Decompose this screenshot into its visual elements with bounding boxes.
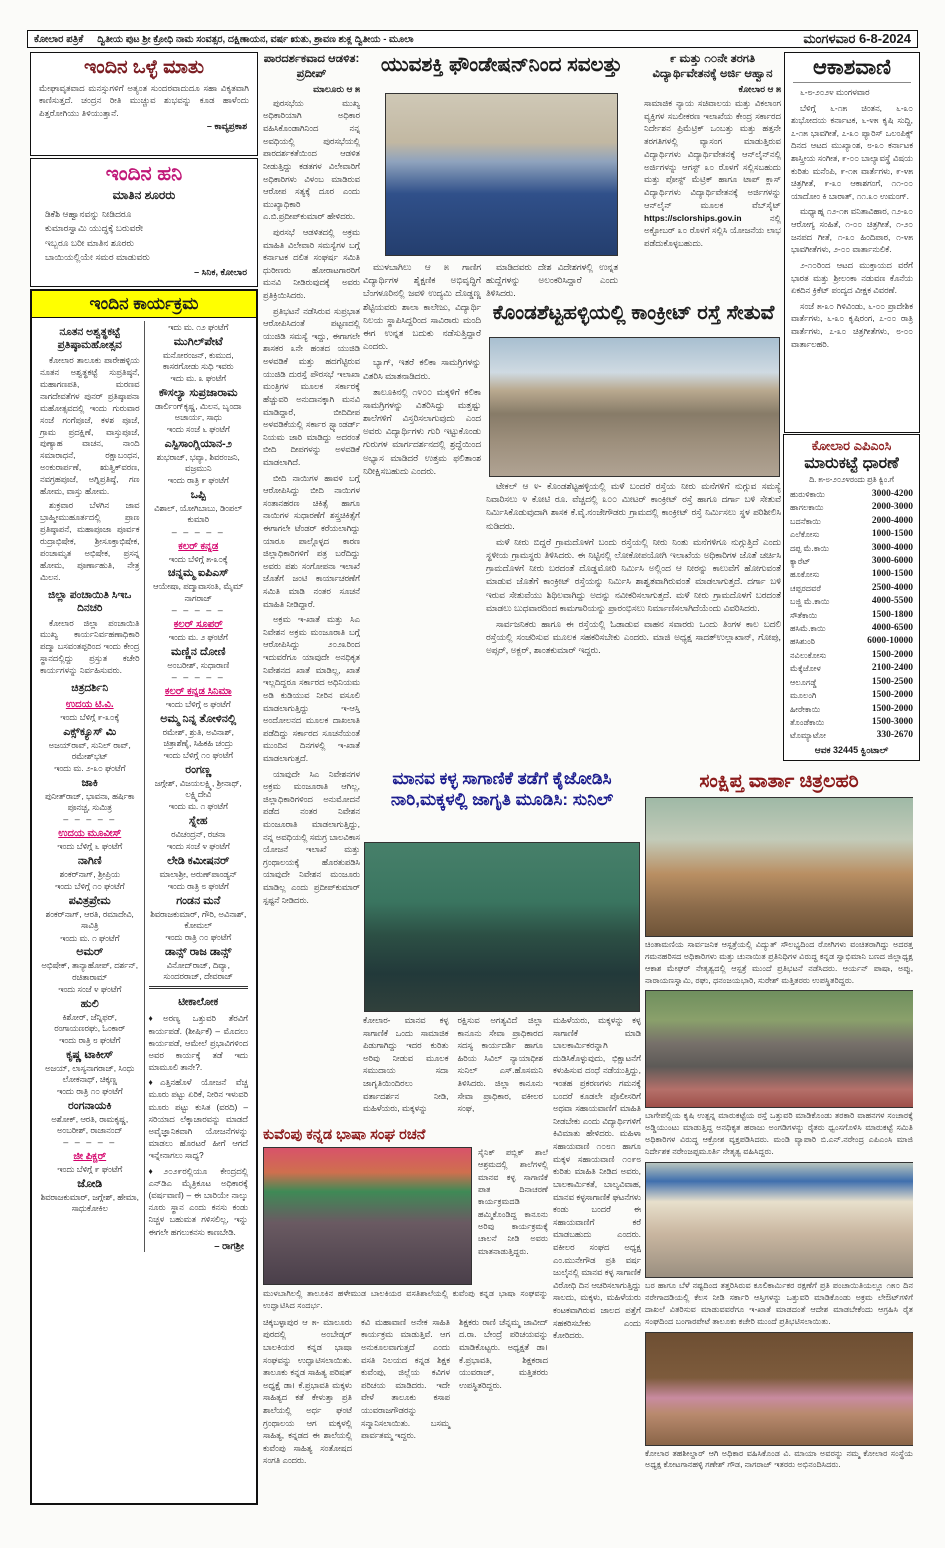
program-item: ಶುಭರಾಜ್, ಭವ್ಯಾ, ಶಿವರಂಜನಿ, ವಜ್ರಮುನಿ [156,452,240,474]
program-col-b [144,321,253,1252]
program-item: ಇಂದು ಮ. ೨ ಘಂಟೆಗೆ [168,631,228,642]
commodity-price: 3000-6000 [871,556,913,567]
table-row [784,528,919,541]
road-headline: ಕೊಂಡಶೆಟ್ಟಹಳ್ಳಿಯಲ್ಲಿ ಕಾಂಕ್ರೀಟ್ ರಸ್ತೆ ಸೇತುವೆ [492,302,775,324]
apmc-rows [784,488,919,743]
commodity-name: ಹಾಗಲಕಾಯಿ [790,503,824,513]
commodity-name: ಆಲೂಗಡ್ಡೆ [790,677,817,687]
program-item: ಚಿತ್ರದರ್ಶಿನಿ [71,682,109,695]
road-body [486,480,781,764]
program-item: ಕೋಲಾರ ತಾಲೂಕು ಪಾರೇಹಳ್ಳಿಯ ನೂತನ ಅಶ್ವತ್ಥಕಟ್ಟೆ ಸುಪ್ರತಿಷ್ಠನೆ, ಮಹಾಗಣಪತಿ, ಮರಣವ ನಾಗದೇವತೆಗಳ ಪುನರ್ ಪ್ರತಿಷ್ಠಾಪನಾ ಮಹೋತ್ಸವದಲ್ಲಿ ಇಂದು ಗುರುವಾರ ಸಂಜೆ ಗಂಗೆಪೂಜೆ, ಕಳಶ ಪೂಜೆ, ಗ್ರಾಮ ಪ್ರದಕ್ಷಿಣೆ, ವಾಸ್ತುಪೂಜೆ, ಪುಣ್ಯಾಹ ವಾಚನ, ನಾಂದಿ ಸಮಾರಾಧನೆ, ರಕ್ಷಾಬಂಧನ, ಅಂಕುರಾರ್ಪಣೆ, ಋತ್ವಿಕ್‌ವರಣ, ನವಗ್ರಹಪೂಜೆ, ಅಗ್ನಿಪ್ರತಿಷ್ಠೆ, ಗಣ ಹೋಮ, ವಾಸ್ತು ಹೋಮ. [40,355,140,497]
table-row [784,689,919,702]
hani-subtitle: ಮಾತಿನ ಶೂರರು [112,188,176,202]
program-item: ಎಕ್ಸ್‌ಕ್ಯೂಸ್ ಮಿ [63,725,117,738]
program-item: ಇಂದು ರಾತ್ರಿ ೮ ಘಂಟೆಗೆ [59,1034,121,1045]
program-item: ಪುನೀತ್‌ರಾಜ್, ಭಾವನಾ, ಹರ್ಷಿಕಾ ಪೂನಚ್ಚ, ಸುಮಿತ್ರ [45,791,135,813]
program-item: ಆಯೇಷಾ, ಪದ್ಮಾವಾಸಂತಿ, ಮೈಮ್ ನಾಗರಾಜ್ [152,581,244,603]
program-item: ಕಿಶೋರ್, ಜೆನ್ನಿಫರ್, ರಂಗಾಯಣರಘು, ಓಂಕಾರ್ [54,1011,126,1033]
program-item: – ರಾಗಶ್ರೀ [214,1240,244,1252]
schedule-paragraph: ಮಧ್ಯಾಹ್ನ ೧೨-೧೫ ವನಿತಾವಿಹಾರ, ೧೨-೩೦ ಆರೋಗ್ಯ ಸಂಹಿತೆ, ೧-೦೦ ಚಿತ್ರಗೀತೆ, ೧-೨೦ ಜನಪದ ಗೀತೆ, ೧-೩೦ ಹಿಂದಿಪಾಠ, ೧-೪೫ ಭಾವಗೀತೆಗಳು, ೨-೦೦ ವಾರ್ತಾನುಲಿಕೆ. [791,206,913,255]
commodity-name: ಚಪ್ಪರದವರೆ [790,583,822,593]
trafficking-headline-2: ನಾರಿ,ಮಕ್ಕಳಲ್ಲಿ ಜಾಗೃತಿ ಮೂಡಿಸಿ: ಸುನಿಲ್ [390,790,614,810]
apmc-date-note: ದಿ. ೫-೮-೨೦೨೪ರಂದು ಪ್ರತಿ ಕ್ವಿಂ.ಗೆ [809,475,894,484]
program-item: ಉದಯ ಮೂವೀಸ್ [58,828,122,840]
program-item: ಉದಯ ಟಿ.ವಿ. [65,699,114,711]
program-item: ಶಂಕರ್‌ನಾಗ್, ಆರತಿ, ರಮಾದೇವಿ, ಸಾವಿತ್ರಿ [45,909,134,931]
table-row [784,555,919,568]
commodity-price: 1500-2000 [871,703,913,714]
program-item: ಮಾಲಾಶ್ರೀ, ಅರುಣ್‌ಪಾಂಡ್ಯನ್ [159,868,238,879]
program-item: ಕೌಸಲ್ಯಾ ಸುಪ್ರಜಾರಾಮ [158,386,238,399]
program-item: ಒಪ್ಪಿ [190,489,206,502]
schedule-paragraph: ಸಂಜೆ ೫-೩೦ ಗಿಳಿವಿಂಡು, ೬-೦೦ ಪ್ರಾದೇಶಿಕ ವಾರ್ತೆಗಳು, ೬-೩೦ ಕೃಷಿರಂಗ, ೭-೦೦ ರಾತ್ರಿ ವಾರ್ತೆಗಳು, ೭-೩೦ ಚಿತ್ರಗೀತೆಗಳು, ೮-೦೦ ವಾರ್ತಾಲಹರಿ. [791,300,913,349]
kuvempu-col2: ಕವಿ ಮಹಾವಾಣಿ ಅನೇಕ ಸಾಹಿತಿ ಕಾರ್ಯಕ್ರಮ ಮಾಡುತ್ತಿವೆ. ಆಗ ಅನುಕೂಲವಾಗುತ್ತದೆ ಎಂದು ವಸತಿ ನಿಲಯದ ಕನ್ನಡ ಶಿಕ್ಷಕ ಕುವೆಂಪು, ಜಿಲ್ಲೆಯ ಕವಿಗಳ ಪರಿಚಯ ಮಾಡಿದರು. ಇದೇ ವೇಳೆ ತಾಲೂಕು ಕಸಾಪ ಯುವರಾಜಗೌಡರನ್ನು ಸನ್ಮಾನಿಸಲಾಯಿತು. ಬಸಮ್ಮ ಪಾರ್ವತಮ್ಮ ಇದ್ದರು. [361,1316,450,1441]
program-item: ಇಂದು ರಾತ್ರಿ ೧೦ ಘಂಟೆಗೆ [165,932,232,943]
good-word-title: ಇಂದಿನ ಒಳ್ಳೆ ಮಾತು [83,57,205,78]
youth-headline: ಯುವಶಕ್ತಿ ಫೌಂಡೇಷನ್‌ನಿಂದ ಸವಲತ್ತು [380,54,623,76]
program-item: ಪವಿತ್ರಪ್ರೇಮ [68,895,111,908]
commodity-price: 3000-4000 [871,542,913,553]
program-item: ಶುಕ್ರವಾರ ಬೆಳಗಿನ ಜಾವ ಬ್ರಾಹ್ಮೀಮುಹೂರ್ತದಲ್ಲಿ ಪ್ರಾಣ ಪ್ರತಿಷ್ಠಾಪನೆ, ಮಹಾಪೂಜಾ ಪೂರ್ವಕ ರುದ್ರಾಭಿಷೇಕ, ಶ್ರೀಸೂಕ್ತಾಭಿಷೇಕ, ಪಂಚಾಮೃತ ಅಭಿಷೇಕ, ಪ್ರಸನ್ನ ಹೋಮ, ಪೂರ್ಣಾಹುತಿ, ನೇತ್ರ ಮಿಲನ. [40,500,140,582]
program-item: ಜೀ ಪಿಕ್ಚರ್ [73,1151,107,1163]
program-item: ಅಂಬರೀಶ್, ಸುಧಾರಾಣಿ [167,659,230,670]
schedule-paragraph: ಬೆಳಿಗ್ಗೆ ೬-೧೫ ಚಿಂತನ, ೬-೩೦ ಶುಭೋದಯ ಕರ್ನಾಟಕ, ೬-೪೫ ಕೃಷಿ ಸುದ್ದಿ, ೭-೧೫ ಭಾವಗೀತೆ, ೭-೩೦ ಪ್ಯಾರಿಸ್ ಒಲಂಪಿಕ್ಸ್ ದಿನದ ಆಟದ ಮುಖ್ಯಾಂಶ, ೮-೩೦ ಕರ್ನಾಟಕ ಶಾಸ್ತ್ರೀಯ ಸಂಗೀತ, ೯-೦೦ ಬಾಲ್ಯಾವಸ್ಥೆ ವಿಷಯ ಕುರಿತು ಮನೆಂಪಿ, ೯-೧೫ ವಾರ್ತೆಗಳು, ೯-೪೫ ಚಿತ್ರಗೀತೆ, ೯-೩೦ ಆಕಾಶಗಂಗೆ, ೧೧-೦೦ ಯಾದೋಂ ಕಿ ಬಾರಾತ್, ೧೧.೩೦ ಉಮಂಗ್. [791,102,913,201]
poem-line: ಬಾಯಿಯಲ್ಲಿಯೇ ಸಮರ ಮಾಡುವರು [45,252,150,263]
program-item: ಜಾಕಿ [81,777,98,790]
paragraph: ಮುಳಬಾಗಿಲು ಆ ೫ ಗಾಣಿಗ ವಿದ್ಯಾರ್ಥಿಗಳ ಶೈಕ್ಷಣಿಕ ಅಭಿವೃದ್ಧಿಗೆ ಬೆಂಗಳೂರಿನಲ್ಲಿ ಜವಳಿ ಉದ್ಯಮಿ ದೊಡ್ಡಣ್ಣ ಶೆಟ್ಟಿಯವರು ಶಾಲಾ ಕಾಲೇಜು, ವಿದ್ಯಾರ್ಥಿ ನಿಲಯ ಸ್ಥಾಪಿಸಿದ್ದರಿಂದ ಸಾವಿರಾರು ಮಂದಿ ಈಗ ಉನ್ನತ ಬದುಕು ನಡೆಸುತ್ತಿದ್ದಾರೆ ಎಂದರು. [363,262,481,352]
commodity-price: 2000-4000 [871,515,913,526]
paragraph: ಅಕ್ರಮ ಇ-ಖಾತೆ ಮತ್ತು ಸಿಎ ನಿವೇಶನ ಅಕ್ರಮ ಮಂಜೂರಾತಿ ಬಗ್ಗೆ ಆರೋಪಿಸಿದ್ದು ೨೦೨೩ರಿಂದ ಇದುವರೆಗೂ ಯಾವುದೇ ಅನಧಿಕೃತ ನಿವೇಶನದ ಖಾತೆ ಮಾಡಿಲ್ಲ, ಖಾತೆ ಇಲ್ಲದಿದ್ದರೂ ಸರ್ಕಾರದ ಅಧಿನಿಯಮ ಅಡಿ ಕುಡಿಯುವ ನೀರಿನ ವಸೂಲಿ ಮಾಡಲಾಗುತ್ತಿದ್ದು ಇ-ಆಸ್ತಿ ಅಂದೋಲನದ ಮೂಲಕ ದಾಖಲಾತಿ ಪಡೆದಿದ್ದು ಸರ್ಕಾರದ ಸೂಚನೆಯಂತೆ ಮುಂದಿನ ದಿನಗಳಲ್ಲಿ ಇ-ಖಾತೆ ಮಾಡಲಾಗುತ್ತದೆ. [263,614,360,763]
chitralahari-item [645,797,913,987]
commodity-name: ನವಿಲುಕೋಸು [790,650,827,660]
photo-caption: ಬರ ಹಾಗೂ ಬೆಳೆ ನಷ್ಟದಿಂದ ತತ್ತರಿಸಿರುವ ಕೂಲಿಕಾರ್ಮಿಕರ ರಕ್ಷಣೆಗೆ ಪ್ರತಿ ಪಂಚಾಯಿತಿಯಲ್ಲೂ ೧೫೦ ದಿನ ನರೇಗಾದಡಿಯಲ್ಲಿ ಕೆಲಸ ನೀಡಿ ಸರ್ಕಾರಿ ಆಸ್ತಿಗಳನ್ನು ಒತ್ತುವರಿ ಮಾಡಿಕೊಂಡು ಅಕ್ರಮ ಲೇಔಟ್‌ಗಳಿಗೆ ದಾಖಲೆ ವಿತರಿಸುವ ಮಾಡುವವರೆಗೂ ಇ-ಖಾತೆ ಮಾಡದಂತೆ ಆದೇಶ ಮಾಡಬೇಕೆಂದು ಆಗ್ರಹಿಸಿ ರೈತ ಸಂಘದಿಂದ ಬಂಗಾರಪೇಟೆ ತಾಲೂಕು ಕಚೇರಿ ಮುಂದೆ ಪ್ರತಿಭಟಿಸಲಾಯಿತು. [645,1281,913,1326]
program-item: ಇಂದು ಮ. ೧ ಘಂಟೆಗೆ [168,801,228,812]
program-item: – – – – – [171,604,225,615]
photo-tahsildar-felicitation [645,1332,913,1446]
pradeep-headline: ಪಾರದರ್ಶಕವಾದ ಆಡಳಿತ: ಪ್ರದೀಪ್ [263,53,360,80]
trafficking-headline-1: ಮಾನವ ಕಳ್ಳ ಸಾಗಾಣಿಕೆ ತಡೆಗೆ ಕೈಜೋಡಿಸಿ [392,769,612,788]
program-item: ಎಸ್ಪಿಸಾಂಗ್ಲಿಯಾನ-೨ [164,438,232,451]
program-banner: ಇಂದಿನ ಕಾರ್ಯಕ್ರಮ [32,291,256,318]
photo-caption: ಕೋಲಾರ ತಹಶೀಲ್ದಾರ್ ಆಗಿ ಅಧಿಕಾರ ವಹಿಸಿಕೊಂಡ ವಿ. ಮಾಯಾ ಅವರನ್ನು ನಮ್ಮ ಕೋಲಾರ ಸಂಸ್ಥೆಯ ಅಧ್ಯಕ್ಷ ಕೋಟಗಾನಹಳ್ಳಿ ಗಣೇಶ್ ಗೌಡ, ನಾಗರಾಜ್ ಇತರರು ಅಭಿನಂದಿಸಿದರು. [645,1448,913,1470]
program-item: ಶಿವರಾಜಕುಮಾರ್, ಜಗ್ಗೇಶ್, ಹೇಮಾ, ಸಾಧುಕೋಕಿಲ [40,1191,139,1214]
table-row [784,568,919,581]
schedule-paragraph: ೨-೧೦ರಿಂದ ಆಟದ ಮುಕ್ತಾಯದ ವರೆಗೆ ಭಾರತ ಮತ್ತು ಶ್ರೀಲಂಕಾ ನಡುವಣ ಕೊನೆಯ ಏಕದಿನ ಕ್ರಿಕೆಟ್ ಪಂದ್ಯದ ವೀಕ್ಷಕ ವಿವರಣೆ. [791,259,913,296]
program-item: ♦ಅರಣ್ಯ ಒತ್ತುವರಿ ತೆರವಿಗೆ ಕಾರ್ಯಪಡೆ. (ಶೀರ್ಷಿಕೆ) – ಮೊದಲು ಕಾರ್ಯಪಡೆ, ಆಮೇಲೆ ಪ್ರಭಾವಿಗಳಿಂದ ಅವರ ಕಾರ್ಯಕ್ಕೆ ತಡೆ ಇದು ಮಾಮೂಲಿ ತಾನೇ?. [148,1013,248,1073]
commodity-name: ಬಜ್ಜಿ ಮೆ.ಕಾಯಿ [790,597,830,607]
program-item: ಇಂದು ಬೆಳಿಗ್ಗೆ ೬ ಘಂಟೆಗೆ [57,841,123,852]
youth-col2 [486,261,618,303]
program-box [30,289,258,1505]
program-columns [32,318,256,1255]
kuvempu-photo-caption: ಮುಳಬಾಗಿಲಲ್ಲಿ ತಾಲೂಕಿನ ಹಳೇಮುಡ ಬಾಲಕಿಯರ ವಸತಿಶಾಲೆಯಲ್ಲಿ ಕುವೆಂಪು ಕನ್ನಡ ಭಾಷಾ ಸಂಘವನ್ನು ಉದ್ಘಾಟಿಸಿದ ಸಂದರ್ಭ. [263,1289,548,1311]
commodity-price: 2100-2400 [871,663,913,674]
paragraph: ಪುರಸಭೆ ಆಡಳಿತದಲ್ಲಿ ಅಕ್ರಮ ಮಾಹಿತಿ ವಿಲೇವಾರಿ ಸಮಸ್ಯೆಗಳ ಬಗ್ಗೆ ಕರ್ನಾಟಕ ದಲಿತ ಸಂಘರ್ಷ ಸಮಿತಿ ಧುರೀಣರು ಹೋರಾಟಗಾರರಿಗೆ ಮನವಿ ನೀಡಿರುವುದಕ್ಕೆ ಅವರು ಪ್ರತಿಕ್ರಿಯಿಸಿದರು. [263,226,360,301]
chitralahari-item [645,990,913,1158]
trafficking-col2: ರಕ್ಷಿಸುವ ಅಗತ್ಯವಿದೆ ಜಿಲ್ಲಾ ಕಾನೂನು ಸೇವಾ ಪ್ರಾಧಿಕಾರದ ಸದಸ್ಯ ಕಾರ್ಯದರ್ಶಿ ಹಾಗೂ ಹಿರಿಯ ಸಿವಿಲ್ ನ್ಯಾಯಾಧೀಶ ಸುನಿಲ್ ಎಸ್.ಹೊಸಮನಿ ತಿಳಿಸಿದರು. ಜಿಲ್ಲಾ ಕಾನೂನು ಸೇವಾ ಪ್ರಾಧಿಕಾರ, ವಕೀಲರ ಸಂಘ, [457,1015,543,1114]
kuvempu-col3: ಶಿಕ್ಷಕರು ರಾಣಿ ಚೆನ್ನಮ್ಮ ಜಾವೀದ್ ದ.ರಾ. ಬೇಂದ್ರೆ ಪರಿಚಯವನ್ನು ಮಾಡಿಕೊಟ್ಟರು. ಅಧ್ಯಕ್ಷತೆ ಡಾ। ಕೆ.ಪ್ರಭಾವತಿ, ಶಿಕ್ಷಕರಾದ ಯುವರಾಜ್, ಮತ್ತಿತರರು ಉಪಸ್ಥಿತರಿದ್ದರು. [459,1316,548,1390]
program-item: ಕಲರ್ ಕನ್ನಡ ಸಿನಿಮಾ [164,685,232,697]
program-item: – – – – – [63,814,117,825]
program-item: ಇಂದು ಬೆಳಿಗ್ಗೆ ೫-೩೦ಕ್ಕೆ [168,553,228,564]
kuvempu-headline: ಕುವೆಂಪು ಕನ್ನಡ ಭಾಷಾ ಸಂಘ ರಚನೆ [263,1127,426,1143]
paragraph: ತಾಲೂಕಿನಲ್ಲಿ ೧೪೦೦ ಮಕ್ಕಳಿಗೆ ಕಲಿಕಾ ಸಾಮಗ್ರಿಗಳನ್ನು ವಿತರಿಸಿದ್ದು ಮತ್ತಷ್ಟು ಶಾಲೆಗಳಿಗೆ ವಿಸ್ತರಿಸಲಾಗುವುದು ಎಂದ ಅವರು ವಿದ್ಯಾರ್ಥಿಗಳು ಗುರಿ ಇಟ್ಟುಕೊಂಡು ಗುರುಗಳ ಮಾರ್ಗದರ್ಶನದಲ್ಲಿ ಶ್ರದ್ಧೆಯಿಂದ ಅಭ್ಯಾಸ ಮಾಡಿದರೆ ಉತ್ತಮ ಫಲಿತಾಂಶ ನಿರೀಕ್ಷಿಸಬಹುದು ಎಂದರು. [363,386,481,476]
commodity-name: ಎಲೆಕೋಸು [790,530,820,540]
photo-hospital-protest [645,797,913,937]
chitralahari-headline: ಸಂಕ್ಷಿಪ್ತ ವಾರ್ತಾ ಚಿತ್ರಲಹರಿ [699,772,859,792]
program-item: ನೂತನ ಅಶ್ವತ್ಥಕಟ್ಟೆ ಪ್ರತಿಷ್ಠಾಮಹೋತ್ಸವ [57,326,122,351]
chitralahari-item [645,1332,913,1472]
masthead [27,30,918,48]
program-item: ಕೋಲಾರ ಜಿಲ್ಲಾ ಪಂಚಾಯಿತಿ ಮುಖ್ಯ ಕಾರ್ಯನಿರ್ವಹಣಾಧಿಕಾರಿ ಪದ್ಮಾ ಬಸವಂತಪ್ಪರಿಂದ ಇಂದು ಕೇಂದ್ರ ಸ್ಥಾನದಲ್ಲಿದ್ದು ಪ್ರಸ್ತುತ ಕಚೇರಿ ಕಾರ್ಯಗಳನ್ನು ನಿರ್ವಹಿಸುವರು. [40,617,140,676]
commodity-name: ಹಸಿಶುಂಠಿ [790,637,816,647]
program-item: ನಾಗಿಣಿ [77,855,102,868]
program-item: ಡಾನ್ಸ್ ರಾಜ ಡಾನ್ಸ್ [165,945,232,958]
good-word-body: ಮೇಘಾವೃತವಾದ ಮನಸ್ಸುಗಳಿಗೆ ಅತ್ಯಂತ ಸುಂದರವಾದುದೂ ಸಹಾ ವಿಕೃತವಾಗಿ ಕಾಣಿಸುತ್ತದೆ. ಚಂದ್ರನ ರೀತಿ ಮುಚ್ಚುವ ಶುಭವನ್ನು ಕೂಡ ಹಾಳೆಂದು ಪಿತ್ತರೋಗಿಯು ತಿಳಿಯುತ್ತಾನೆ. [39,83,249,118]
commodity-price: 1000-1500 [871,529,913,540]
commodity-price: 1500-1800 [871,609,913,620]
good-word-box [30,52,258,156]
program-item: ಟೀಕಾಲೋಕ [178,996,219,1009]
hani-poem [31,207,257,265]
commodity-name: ಟೊಮ್ಯಾಟೋ [790,731,826,741]
program-item: ಕಲರ್ ಸೂಪರ್ [173,618,223,630]
program-item [149,986,249,991]
pradeep-body [263,97,360,906]
scholarship-headline-1: ೯ ಮತ್ತು ೧೦ನೇ ತರಗತಿ [669,53,756,65]
commodity-price: 1500-3000 [871,716,913,727]
program-item: – – – – – [171,671,225,682]
paragraph: ಸಾರ್ವಜನಿಕರು ಹಾಗೂ ಈ ರಸ್ತೆಯಲ್ಲಿ ಓಡಾಡುವ ವಾಹನ ಸವಾರರು ಒಂದು ತಿಂಗಳ ಕಾಲ ಬದಲಿ ರಸ್ತೆಯಲ್ಲಿ ಸಂಚರಿಸುವ ಮೂಲಕ ಸಹಕರಿಸಬೇಕು ಎಂದರು. ಮಾಜಿ ಅಧ್ಯಕ್ಷ ಸಾದತ್‌ಉಲ್ಲಾಖಾನ್, ಗೋಪು, ಅಪ್ಸರ್, ಅಕ್ಬರ್, ಶಾಂತಕುಮಾರ್ ಇದ್ದರು. [486,618,781,656]
pradeep-dateline: ಮಾಲೂರು ಆ ೫ [313,83,360,94]
paragraph: ಮಾಡಿದವರು ದೇಶ ವಿದೇಶಗಳಲ್ಲಿ ಉನ್ನತ ಹುದ್ದೆಗಳನ್ನು ಅಲಂಕರಿಸಿದ್ದಾರೆ ಎಂದು ತಿಳಿಸಿದರು. [486,262,618,299]
commodity-price: 3000-4200 [871,489,913,499]
scholarship-body: ಸಾಮಾಜಿಕ ನ್ಯಾಯ ಸಚಿವಾಲಯ ಮತ್ತು ವಿಕಲಾಂಗ ವ್ಯಕ್ತಿಗಳ ಸಬಲೀಕರಣ ಇಲಾಖೆಯ ಕೇಂದ್ರ ಸರ್ಕಾರದ ನಿರ್ದೇಶನ ಪ್ರಿಮೆಟ್ರಿಕ್ ಒಂಬತ್ತು ಮತ್ತು ಹತ್ತನೇ ತರಗತಿಗಳಲ್ಲಿ ವ್ಯಾಸಂಗ ಮಾಡುತ್ತಿರುವ ವಿದ್ಯಾರ್ಥಿಗಳು ವಿದ್ಯಾರ್ಥಿವೇತನಕ್ಕೆ ಆನ್‌ಲೈನ್‌ನಲ್ಲಿ ಅರ್ಜಿಗಳನ್ನು ಆಗಸ್ಟ್ ೩೦ ರೊಳಗೆ ಸಲ್ಲಿಸಬಹುದು ಮತ್ತು ಪೋಸ್ಟ್ ಮೆಟ್ರಿಕ್ ಹಾಗೂ ಟಾಪ್ ಕ್ಲಾಸ್ ವಿದ್ಯಾರ್ಥಿಗಳು ವಿದ್ಯಾರ್ಥಿವೇತನಕ್ಕೆ ಅರ್ಜಿಗಳನ್ನು ಆನ್‌ಲೈನ್ ಮೂಲಕ ವೆಬ್‌ಸೈಟ್ [644,97,781,210]
photo-lamp-lighting-school [364,842,640,1012]
program-item: ಅಜಯ್, ಲಾಸ್ಯನಾಗರಾಜ್, ಸಿಂಧು ಲೋಕನಾಥ್, ಚಿಕ್ಕಣ್ಣ [45,1062,135,1084]
trafficking-cols [363,1014,543,1124]
program-item: ಇಂದು ಬೆಳಿಗ್ಗೆ ೮ ಘಂಟೆಗೆ [165,698,231,709]
paragraph: ಬೀದಿ ನಾಯಿಗಳ ಹಾವಳಿ ಬಗ್ಗೆ ಆರೋಪಿಸಿದ್ದು ಬೀದಿ ನಾಯಿಗಳ ಸಂತಾನಹರಣ ಚಿಕಿತ್ಸೆ ಹಾಗೂ ನಾಯಿಗಳ ಸುಧಾರಣೆಗೆ ಶಸ್ತ್ರಚಿಕಿತ್ಸೆಗೆ ಈಗಾಗಲೇ ಟೆಂಡರ್ ಕರೆಯಲಾಗಿದ್ದು ಯಾರೂ ಪಾಲ್ಗೊಳ್ಳದ ಕಾರಣ ಜಿಲ್ಲಾಧಿಕಾರಿಗಳಿಗೆ ಪತ್ರ ಬರೆದಿದ್ದು ಅವರು ಪಶು ಸಂಗೋಪನಾ ಇಲಾಖೆ ಜೊತೆಗೆ ಜಂಟಿ ಕಾರ್ಯಾಚರಣೆಗೆ ಸಮಿತಿ ಮಾಡಿ ನಂತರ ಸೂಚನೆ ಮಾಹಿತಿ ನೀಡಿದ್ದಾರೆ. [263,472,360,609]
program-item: – – – – – [171,526,225,537]
program-item: ಇಂದು ಸಂಜೆ ೪ ಘಂಟೆಗೆ [58,983,122,994]
commodity-name: ಸೌತೆಕಾಯಿ [790,610,818,620]
trafficking-col1: ಕೋಲಾರ- ಮಾನವ ಕಳ್ಳ ಸಾಗಾಣಿಕೆ ಒಂದು ಸಾಮಾಜಿಕ ಪಿಡುಗಾಗಿದ್ದು ಇದರ ಕುರಿತು ಅರಿವು ನೀಡುವ ಮೂಲಕ ಸಮುದಾಯ ಸದಾ ಜಾಗೃತಿಯಿಂದಿರಲು ವರ್ತಾದರ್ಶನ ನೀಡಿ, ಮಹಿಳೆಯರು, ಮಕ್ಕಳನ್ನು [363,1015,449,1114]
program-item: ಮುಗಿಲ್‌ಪೇಟೆ [173,335,223,348]
scholarship-headline-2: ವಿದ್ಯಾರ್ಥಿವೇತನಕ್ಕೆ ಅರ್ಜಿ ಆಹ್ವಾನ [652,67,773,80]
commodity-price: 2500-4000 [871,582,913,593]
paragraph: ಮಳೆ ನೀರು ಬಿದ್ದರೆ ಗ್ರಾಮದೊಳಗೆ ಬಂದು ರಸ್ತೆಯಲ್ಲಿ ನೀರು ನಿಂತು ಮನೆಗಳಿಗೂ ನುಗ್ಗುತ್ತಿದೆ ಎಂದು ಸ್ಥಳೀಯ ಗ್ರಾಮಸ್ಥರು ತಿಳಿಸಿದರು. ಈ ನಿಟ್ಟಿನಲ್ಲಿ ಲೋಕೋಪಯೋಗಿ ಇಲಾಖೆಯ ಅಧಿಕಾರಿಗಳ ಜೊತೆ ಚರ್ಚಿಸಿ ಗ್ರಾಮದೊಳಗೆ ನೀರು ಬರದಂತೆ ದೊಡ್ಡಮೋರಿ ನಿರ್ಮಿಸಿ ಅಲ್ಲಿಂದ ಆ ನೀರನ್ನು ಕಾಲುವೆಗೆ ಹೋಗುವಂತೆ ಮಾಡುವ ಜೊತೆಗೆ ಕಾಂಕ್ರೀಟ್ ರಸ್ತೆಯನ್ನು ನಿರ್ಮಿಸಿ ಶಾಶ್ವತವಾಗಿರುವಂತೆ ಮಾಡಲಾಗುತ್ತದೆ. ದರ್ಗಾ ಬಳಿ ಇರುವ ಸೇತುವೆಯು ಶಿಥಿಲವಾಗಿದ್ದು ಅದನ್ನು ನವೀಕರಿಸಲಾಗುತ್ತದೆ. ಮಳೆ ನೀರು ಗ್ರಾಮದೊಳಗೆ ಬರದಂತೆ ಮಾಡಲು ಬುಧವಾರದಿಂದ ಕಾಮಗಾರಿಯನ್ನು ಪ್ರಾರಂಭಿಸಲು ನಿರ್ಮಾಣಿಸಲಾಗಿದೆಯೆಂದು ವಿವರಿಸಿದರು. [486,536,781,613]
paragraph: ಬ್ಯಾಗ್, ಇತರೆ ಕಲಿಕಾ ಸಾಮಗ್ರಿಗಳನ್ನು ವಿತರಿಸಿ ಮಾತನಾಡಿದರು. [363,357,481,381]
paragraph: ಯಾವುದೇ ಸಿಎ ನಿವೇಶನಗಳ ಅಕ್ರಮ ಮಂಜೂರಾತಿ ಆಗಿಲ್ಲ, ಜಿಲ್ಲಾಧಿಕಾರಿಗಳಿಂದ ಅನುಮೋದನೆ ಪಡೆದ ನಂತರ ನಿವೇಶನ ಮಂಜೂರಾತಿ ಮಾಡಲಾಗುತ್ತಿದ್ದು, ನನ್ನ ಅವಧಿಯಲ್ಲಿ ಸಮಗ್ರ ಬಾಲವಿಕಾಸ ಯೋಜನೆ ಇಲಾಖೆ ಮತ್ತು ಗ್ರಂಥಾಲಯಕ್ಕೆ ಹೊರತುಪಡಿಸಿ ಯಾವುದೇ ನಿವೇಶನ ಮಂಜೂರು ಮಾಡಿಲ್ಲ ಎಂದು ಪ್ರದೀಪ್‌ಕುಮಾರ್ ಸ್ಪಷ್ಟನೆ ನೀಡಿದರು. [263,768,360,905]
program-item: ಇಂದು ರಾತ್ರಿ ೯ ಘಂಟೆಗೆ [167,475,229,486]
apmc-title-2: ಮಾರುಕಟ್ಟೆ ಧಾರಣೆ [804,455,899,472]
program-item: ಹುಲಿ [80,997,99,1010]
program-item: ♦೨೦೨೯ರಲ್ಲಿಯೂ ಕೇಂದ್ರದಲ್ಲಿ ಎನ್‌ಡಿಎ ಮೈತ್ರಿಕೂಟ ಅಧಿಕಾರಕ್ಕೆ (ವರ್ಷವಾಣಿ) – ಈ ಬಾರಿಯೇ ನಾಲ್ಕು ನೂರು ಸ್ಥಾನ ಎಂದು ಕನಸು ಕಂಡು ನಿಚ್ಚಳ ಬಹುಮತ ಗಳಿಸಲಿಲ್ಲ, ಇನ್ನು ಈಗಲೇ ಹಗಲುಕನಸು ಕಾಣಬೇಡಿ. [148,1165,248,1237]
scholarship-dateline: ಕೋಲಾರ ಆ ೫ [738,83,781,94]
program-item: ಇಂದು ಬೆಳಿಗ್ಗೆ ೯ ಘಂಟೆಗೆ [57,1164,123,1175]
commodity-name: ಹೂಕೋಸು [790,570,820,580]
program-item: ಇಂದು ಮ. ೨-೩೦ ಘಂಟೆಗೆ [54,763,126,774]
table-row [784,649,919,662]
program-col-a [36,321,144,1252]
program-item: ಮನೋರಂಜನ್, ಕುಮುದ, ಕಾಸರಗೋಡು ಸುಧಿ ಇವರು [162,349,234,371]
hani-title: ಇಂದಿನ ಹನಿ [105,163,183,185]
program-item: ಅಜಯ್‌ರಾವ್, ಸುನಿಲ್ ರಾವ್, ರಮೇಶ್‌ಭಟ್ [48,739,131,762]
table-row [784,515,919,528]
program-item: ಇಂದು ಬೆಳಿಗ್ಗೆ ೧೦ ಘಂಟೆಗೆ [163,749,234,760]
program-item: ಇಂದು ರಾತ್ರಿ ೮ ಘಂಟೆಗೆ [167,881,229,891]
photo-caption: ಬಾಗೇಪಲ್ಲಿಯ ಕೃಷಿ ಉತ್ಪನ್ನ ಮಾರುಕಟ್ಟೆಯ ರಸ್ತೆ ಒತ್ತುವರಿ ಮಾಡಿಕೊಂಡು ತರಕಾರಿ ವಾಹನಗಳ ಸಂಚಾರಕ್ಕೆ ಅಡ್ಡಿಯುಂಟು ಮಾಡುತ್ತಿದ್ದ ಅನಧಿಕೃತ ಹರಾಜು ಅಂಗಡಿಗಳನ್ನು ರೈತರು ಧ್ವಂಸಗೊಳಿಸಿ ಮಾರುಕಟ್ಟೆ ಸಮಿತಿ ಅಧಿಕಾರಿಗಳ ವಿರುದ್ಧ ಆಕ್ರೋಶ ವ್ಯಕ್ತಪಡಿಸಿದರು. ಮಂಡಿ ವ್ಯಾಪಾರಿ ಬಿ.ಎನ್.ನರೇಂದ್ರ ಎಪಿಎಂಸಿ ಮಾಜಿ ನಿರ್ದೇಶಕ ನರೇಂಜಪ್ಪಮೂರ್ತಿ ನೇತೃತ್ವ ವಹಿಸಿದ್ದರು. [645,1111,913,1157]
commodity-name: ಮೂಲಂಗಿ [790,691,817,701]
photo-village-road-inspection [489,337,780,477]
program-item: ಜೋಡಿ [77,1177,103,1190]
commodity-price: 2000-3000 [871,502,913,513]
program-item: ಶಂಕರ್‌ನಾಗ್, ಶ್ರೀಪ್ರಿಯ [59,869,120,880]
commodity-name: ಮೆಕ್ಕೆಜೋಳ [790,664,821,674]
table-row [784,622,919,635]
trafficking-headline [363,768,641,842]
apmc-footer: ಆವಕ 32445 ಕ್ವಿಂಟಾಲ್ [814,744,889,755]
commodity-name: ತೊಂಡೆಕಾಯಿ [790,717,825,727]
youth-col1 [363,261,481,764]
commodity-price: 330-2670 [876,730,913,741]
program-item: ರವಿಚಂದ್ರನ್, ರಚನಾ [171,828,226,839]
commodity-price: 4000-5500 [871,596,913,607]
table-row [784,635,919,648]
kuvempu-col1: ಚಿಕ್ಕಬಳ್ಳಾಪುರ ಆ ೫- ಮಾಲೂರು ಪುರದಲ್ಲಿ ಅಂಬೇಡ್ಕರ್ ಬಾಲಕಿಯರ ಕನ್ನಡ ಭಾಷಾ ಸಂಘವನ್ನು ಉದ್ಘಾಟಿಸಲಾಯಿತು. ತಾಲೂಕು ಕನ್ನಡ ಸಾಹಿತ್ಯ ಪರಿಷತ್ ಅಧ್ಯಕ್ಷೆ ಡಾ। ಕೆ.ಪ್ರಭಾವತಿ ಮಕ್ಕಳು ಸಾಹಿತ್ಯದ ಕತೆ ಕೇಳುತ್ತಾ ಪ್ರತಿ ಶಾಲೆಯಲ್ಲಿ ಅರ್ಧ ಘಂಟೆ ಗ್ರಂಥಾಲಯ ಆಗ ಮಕ್ಕಳಲ್ಲಿ ಸಾಹಿತ್ಯ, ಕನ್ನಡದ ಈ ಶಾಲೆಯಲ್ಲಿ ಕುವೆಂಪು ಸಾಹಿತ್ಯ ಸಂತೋಷದ ಸಂಗತಿ ಎಂದರು. [263,1316,352,1466]
panchanga-line: ದ್ವಿತೀಯ ಪುಟ ಶ್ರೀ ಕ್ರೋಧಿ ನಾಮ ಸಂವತ್ಸರ, ದಕ್ಷಿಣಾಯನ, ವರ್ಷ ಋತು, ಶ್ರಾವಣ ಶುಕ್ಲ ದ್ವಿತೀಯ - ಮೂಲಾ [97,33,414,45]
program-item: ಇಂದು ಸಂಜೆ ೪ ಘಂಟೆಗೆ [166,841,230,852]
program-item: ಜಗ್ಗೇಶ್, ವಿಜಯಲಕ್ಷ್ಮಿ, ಶ್ರೀನಾಥ್, ಲಕ್ಷ್ಮಿದೇವಿ [154,777,242,799]
table-row [784,582,919,595]
commodity-price: 4000-6500 [871,623,913,634]
pradeep-story [263,52,360,1124]
photo-youth-foundation-classroom [385,93,618,256]
commodity-name: ಕ್ಯಾರೆಟ್ [790,557,811,567]
program-item: – – – – – [63,1137,117,1148]
paper-name: ಕೋಲಾರ ಪತ್ರಿಕೆ [34,33,84,45]
table-row [784,609,919,622]
paragraph: ಪುರಸಭೆಯ ಮುಖ್ಯ ಅಧಿಕಾರಿಯಾಗಿ ಅಧಿಕಾರ ವಹಿಸಿಕೊಂಡಾಗಿನಿಂದ ನನ್ನ ಅವಧಿಯಲ್ಲಿ ಪುರಸಭೆಯಲ್ಲಿ ಪಾರದರ್ಶಕತೆಯಿಂದ ಆಡಳಿತ ನೀಡುತ್ತಿದ್ದು ಕಡತಗಳ ವಿಲೇವಾರಿಗೆ ಅಧಿಕಾರಿಗಳು ವಿಳಂಬ ಮಾಡಿರುವ ಆರೋಪ ಸತ್ಯಕ್ಕೆ ದೂರ ಎಂದು ಮುಖ್ಯಾಧಿಕಾರಿ ಎ.ಬಿ.ಪ್ರದೀಪ್‌ಕುಮಾರ್ ಹೇಳಿದರು. [263,97,360,222]
commodity-price: 1000-1500 [871,569,913,580]
program-item: ♦ಎತ್ತಿನಹೊಳೆ ಯೋಜನೆ ವೆಚ್ಚ ಮೂರು ಪಟ್ಟು ಏರಿಕೆ, ನೀರಿನ ಇಳುವರಿ ಮೂರು ಪಟ್ಟು ಕುಸಿತ (ವರದಿ) – ಸರಿಯಾದ ಲೆಕ್ಕಾಚಾರವನ್ನು ಮಾಡದೆ ಅವೈಜ್ಞಾನಿಕವಾಗಿ ಯೋಜನೆಗಳನ್ನು ಮಾಡಲು ಹೊರಟರೆ ಹೀಗೆ ಆಗದೆ ಇನ್ನೇನಾಗಲು ಸಾಧ್ಯ? [148,1077,248,1161]
edition-date: ಮಂಗಳವಾರ 6-8-2024 [803,31,911,46]
radio-box [784,52,920,433]
poem-line: ಇಬ್ಬರೂ ಬರೀ ಮಾತಿನ ಶೂರರು [45,237,134,248]
table-row [784,542,919,555]
photo-onion-market-demolition [645,990,913,1108]
kuvempu-story [263,1126,548,1548]
program-item: ಗಂಡನ ಮನೆ [176,894,221,907]
trafficking-col3: ಮಹಿಳೆಯರು, ಮಕ್ಕಳನ್ನು ಕಳ್ಳ ಸಾಗಾಣಿಕೆ ಮಾಡಿ ಬಾಲಕಾರ್ಮಿಕರನ್ನಾಗಿ ದುಡಿಸಿಕೊಳ್ಳುವುದು, ಭಿಕ್ಷಾಟನೆಗೆ ಕಳುಹಿಸುವ ದಂಧೆ ನಡೆಯುತ್ತಿದ್ದು, ಇಂತಹ ಪ್ರಕರಣಗಳು ಗಮನಕ್ಕೆ ಬಂದರೆ ಕೂಡಲೇ ಪೊಲೀಸರಿಗೆ ಅಥವಾ ಸಹಾಯವಾಣಿಗೆ ಮಾಹಿತಿ ನೀಡಬೇಕು ಎಂದು ವಿದ್ಯಾರ್ಥಿಗಳಿಗೆ ಕಿವಿಮಾತು ಹೇಳಿದರು. ಮಹಿಳಾ ಸಹಾಯವಾಣಿ ೧೦೮೧ ಹಾಗೂ ಮಕ್ಕಳ ಸಹಾಯವಾಣಿ ೧೦೯೮ ಕುರಿತು ಮಾಹಿತಿ ನೀಡಿದ ಅವರು, ಬಾಲಕಾರ್ಮಿಕತೆ, ಬಾಲ್ಯವಿವಾಹ, ಮಾನವ ಕಳ್ಳಸಾಗಾಣಿಕೆ ಘಟನೆಗಳು ಕಂಡು ಬಂದರೆ ಈ ಸಹಾಯವಾಣಿಗೆ ಕರೆ ಮಾಡಬಹುದು ಎಂದರು. ವಕೀಲರ ಸಂಘದ ಅಧ್ಯಕ್ಷ ಎಂ.ಮುನೇಗೌಡ ಪ್ರತಿ ವರ್ಷ ಜುಲೈನಲ್ಲಿ ಮಾನವ ಕಳ್ಳ ಸಾಗಾಣಿಕೆ ವಿರೋಧಿ ದಿನ ಆಚರಿಸಲಾಗುತ್ತಿದ್ದು ಸಾಲದು, ಮಕ್ಕಳು, ಮಹಿಳೆಯರು ಕಂಟಕವಾಗಿರುವ ಜಾಲದ ಪತ್ತೆಗೆ ಸಹಕರಿಸಬೇಕು ಎಂದು ಕೋರಿದರು. [553,1015,641,1341]
radio-title: ಆಕಾಶವಾಣಿ [793,55,911,83]
table-row [784,676,919,689]
table-row [784,488,919,501]
commodity-price: 1500-2000 [871,690,913,701]
table-row [784,703,919,716]
commodity-price: 1500-2500 [871,676,913,687]
scholarship-body-2: ನಲ್ಲಿ ಅಕ್ಟೋಬರ್ ೩೦ ರೊಳಗೆ ಸಲ್ಲಿಸಿ ಯೋಜನೆಯ ಲಾಭ ಪಡೆದುಕೊಳ್ಳಬಹುದು. [644,212,781,249]
radio-schedule [785,86,919,350]
program-item: ಕಲರ್ ಕನ್ನಡ [178,540,219,552]
program-item: ಶಿವರಾಜಕುಮಾರ್, ಗೌರಿ, ಅವಿನಾಶ್, ಕೋಮಲ್ [150,908,247,930]
program-item: ಇಂದು ಸಂಜೆ ೬ ಘಂಟೆಗೆ [166,424,230,435]
hani-byline: – ಸಿನಿಕ, ಕೋಲಾರ [194,266,247,277]
commodity-name: ಹುರುಳಿಕಾಯಿ [790,490,826,499]
program-item: ಜಿಲ್ಲಾ ಪಂಚಾಯಿತಿ ಸಿಇಒ ದಿನಚರಿ [48,588,132,614]
program-item: ಡಾರ್ಲಿಂಗ್‌ಕೃಷ್ಣ, ಮಿಲನ, ಬೃಂದಾ ಅಚಾರ್ಯ, ಸಾಧು [155,400,242,423]
commodity-name: ಬದನೆಕಾಯಿ [790,516,822,526]
hani-box [30,158,258,287]
apmc-box [783,434,920,761]
paragraph: ಪ್ರತಿಭಟನೆ ನಡೆಸಿರುವ ಸುಪ್ರಭಾತ ಆರೋಪಿಸಿದಂತೆ ಪಟ್ಟಣದಲ್ಲಿ ಯುಜಿಡಿ ಸಮಸ್ಯೆ ಇದ್ದು, ಈಗಾಗಲೇ ಶಾಸಕರ ೩ನೇ ಹಂತದ ಯುಜಿಡಿ ಅಳವಡಿಕೆ ಮತ್ತು ಹದಗೆಟ್ಟಿರುವ ಯುಜಿಡಿ ದುರಸ್ತೆ ಪೌರಸಭೆ ಇಲಾಖಾ ಮಂತ್ರಿಗಳ ಮೂಲಕ ಸರ್ಕಾರಕ್ಕೆ ಹೆಚ್ಚುವರಿ ಅನುದಾನಕ್ಕಾಗಿ ಮನವಿ ಮಾಡಿದ್ದಾರೆ, ಬೀದಿದೀಪ ಅಳವಡಿಕೆಯಲ್ಲಿ ಸರ್ಕಾರ ಸ್ಟ್ಯಾಂಡರ್ಡ್ ನಿಯಮ ಜಾರಿ ಮಾಡಿದ್ದು ಅದರಂತೆ ಬೀದಿ ದೀಪಗಳನ್ನು ಅಳವಡಿಕೆ ಮಾಡಲಾಗಿದೆ. [263,305,360,467]
program-item: ಚನ್ನಮ್ಮ ಐಪಿಎಸ್ [167,567,229,580]
program-item: ಲೇಡಿ ಕಮೀಷನರ್ [167,854,230,867]
program-item: ಕೃಷ್ಣ ಟಾಕೀಸ್ [66,1048,114,1061]
table-row [784,662,919,675]
program-item: ಇಂದು ರಾತ್ರಿ ೧೦ ಘಂಟೆಗೆ [56,1086,123,1097]
scholarship-link[interactable]: https://sclorships.gov.in [644,212,742,223]
kuvempu-side-text: ಸೈನಿಕ್ ಪಬ್ಲಿಕ್ ಶಾಲೆ ಆಶ್ರಮದಲ್ಲಿ ಶಾಲೆಗಳಲ್ಲಿ ಮಾನವ ಕಳ್ಳ ಸಾಗಾಣಿಕೆ ಪಾತ ದಿನಾಚರಣೆ ಕಾರ್ಯಕ್ರಮದಡಿ ಹಮ್ಮಿಕೊಂಡಿದ್ದ ಕಾನೂನು ಅರಿವು ಕಾರ್ಯಕ್ರಮಕ್ಕೆ ಚಾಲನೆ ನೀಡಿ ಅವರು ಮಾತನಾಡುತ್ತಿದ್ದರು. [478,1148,548,1256]
schedule-paragraph: ೬-೮-೨೦೨೪ ಮಂಗಳವಾರ [800,87,870,97]
program-item: ಮಣ್ಣಿನ ದೋಣಿ [171,645,226,658]
program-item: ಇದು ಮ. ೧೨ ಘಂಟೆಗೆ [168,322,229,332]
commodity-price: 6000-10000 [867,636,913,647]
table-row [784,716,919,729]
commodity-price: 1500-2000 [871,649,913,660]
apmc-title-1: ಕೋಲಾರ ಎಪಿಎಂಸಿ [811,438,892,453]
paragraph: ಟೇಕಲ್ ಆ ೪- ಕೊಂಡಶೆಟ್ಟಹಳ್ಳಿಯಲ್ಲಿ ಮಳೆ ಬಂದರೆ ರಸ್ತೆಯ ನೀರು ಮನೆಗಳಿಗೆ ನುಗ್ಗುವ ಸಮಸ್ಯೆ ನಿವಾರಿಸಲು ೪ ಕೋಟಿ ರೂ. ವೆಚ್ಚದಲ್ಲಿ ೩೦೦ ಮೀಟರ್ ಕಾಂಕ್ರೀಟ್ ರಸ್ತೆ ಹಾಗೂ ದರ್ಗಾ ಬಳಿ ಸೇತುವೆ ನಿರ್ಮಿಸಿಕೊಡುವುದಾಗಿ ಶಾಸಕ ಕೆ.ವೈ.ನಂಜೇಗೌಡರು ಗ್ರಾಮದಲ್ಲಿ ಕಾಂಕ್ರೀಟ್ ರಸ್ತೆ ನಿರ್ಮಿಸಲು ಸ್ಥಳ ಪರಿಶೀಲಿಸಿ ನುಡಿದರು. [486,481,781,531]
photo-taluk-panchayat-protest [645,1162,913,1278]
program-item: ರಂಗನಾಯಕಿ [67,1099,112,1112]
chitralahari-column [645,772,913,1548]
program-item: ಇಂದು ಬೆಳಿಗ್ಗೆ ೧೦ ಘಂಟೆಗೆ [54,881,125,892]
commodity-name: ಹಸಿಮೆ.ಕಾಯಿ [790,624,826,634]
good-word-byline: – ಕಾವ್ಯಪ್ರಕಾಶ [206,121,247,132]
commodity-name: ಹೀರೇಕಾಯಿ [790,704,821,714]
table-row [784,501,919,514]
program-item: ರಮೇಶ್, ಶ್ರುತಿ, ಅವಿನಾಶ್, ಚಿತ್ರಾಶೆಣೈ, ಸಿಹಿಕಹಿ ಚಂದ್ರು [162,726,234,748]
commodity-name: ದಪ್ಪ ಮೆ.ಕಾಯಿ [790,543,830,553]
program-item: ರಂಗಣ್ಣ [185,763,212,776]
program-item: ವಿನೋದ್‌ರಾಜ್, ದಿವ್ಯಾ, ಸುಂದರರಾಜ್, ದೇವರಾಜ್ [163,959,234,982]
program-item: ಅಶೋಕ್, ಆರತಿ, ರಾಮಕೃಷ್ಣ, ಅಂಬರೀಶ್, ರಾಜಾನಂದ್ [51,1113,129,1135]
program-item: ಇಂದು ಬೆಳಿಗ್ಗೆ ೯-೩೦ಕ್ಕೆ [60,712,120,723]
photo-caption: ಚಿಂತಾಮಣಿಯ ಸಾರ್ವಜನಿಕ ಆಸ್ಪತ್ರೆಯಲ್ಲಿ ವಿದ್ಯುತ್ ಸೌಲಭ್ಯದಿಂದ ರೋಗಿಗಳು ವಂಚಿತರಾಗಿದ್ದು ಅದರತ್ತ ಗಮನಹರಿಸದ ಅಧಿಕಾರಿಗಳು ಮತ್ತು ಚುನಾಯಿತ ಪ್ರತಿನಿಧಿಗಳ ವಿರುದ್ಧ ಕನ್ನಡ ಸ್ವಾಭಿಮಾನಿ ಬಣದ ಜಿಲ್ಲಾಧ್ಯಕ್ಷ ಆಕಾಶ ಮೇಘರ್ ನೇತೃತ್ವದಲ್ಲಿ ಆಸ್ಪತ್ರೆ ಮುಂದೆ ಪ್ರತಿಭಟನೆ ನಡೆಸಿದರು. ಆರ್ಯನ್ ಪಾಷಾ, ಅಪ್ಪು, ನಾರಾಯಣಸ್ವಾಮಿ, ರಘು, ಧನಂಜಯಭಾರಿ, ಸುರೇಶ್ ಮತ್ತಿತರರು ಉಪಸ್ಥಿತರಿದ್ದರು. [645,939,913,985]
program-item: ಅಮರ್ [76,946,104,959]
poem-line: ಡಿಕೆಶಿ ಆಹ್ವಾನವನ್ನು ನೀಡಿದರೂ [45,209,132,219]
photo-balloon-inauguration [263,1147,472,1285]
program-item: ವಿಶಾಲ್, ಯೋಗಿಬಾಬು, ಡಿಂಪಲ್ ಕುಮಾರಿ [154,503,243,525]
program-item: ಅಭಿಷೇಕ್, ತಾನ್ಯಾಹೋಪ್, ದರ್ಶನ್, ರಚಿತಾರಾಮ್ [41,960,139,982]
program-item: ಸ್ನೇಹ [188,814,208,827]
program-item: ಇದು ಮ. ೩ ಘಂಟೆಗೆ [170,373,227,384]
scholarship-story [644,52,781,304]
chitralahari-item [645,1162,913,1328]
program-item: ಇಂದು ಮ. ೧ ಘಂಟೆಗೆ [60,932,120,943]
poem-line: ಕುಮಾರಸ್ವಾಮಿ ಯುದ್ಧಕ್ಕೆ ಬರುವರೇ [45,223,144,234]
table-row [784,595,919,608]
table-row [784,729,919,742]
program-item: ಅಮ್ಮ ನಿನ್ನ ತೋಳಿನಲ್ಲಿ [160,712,237,725]
